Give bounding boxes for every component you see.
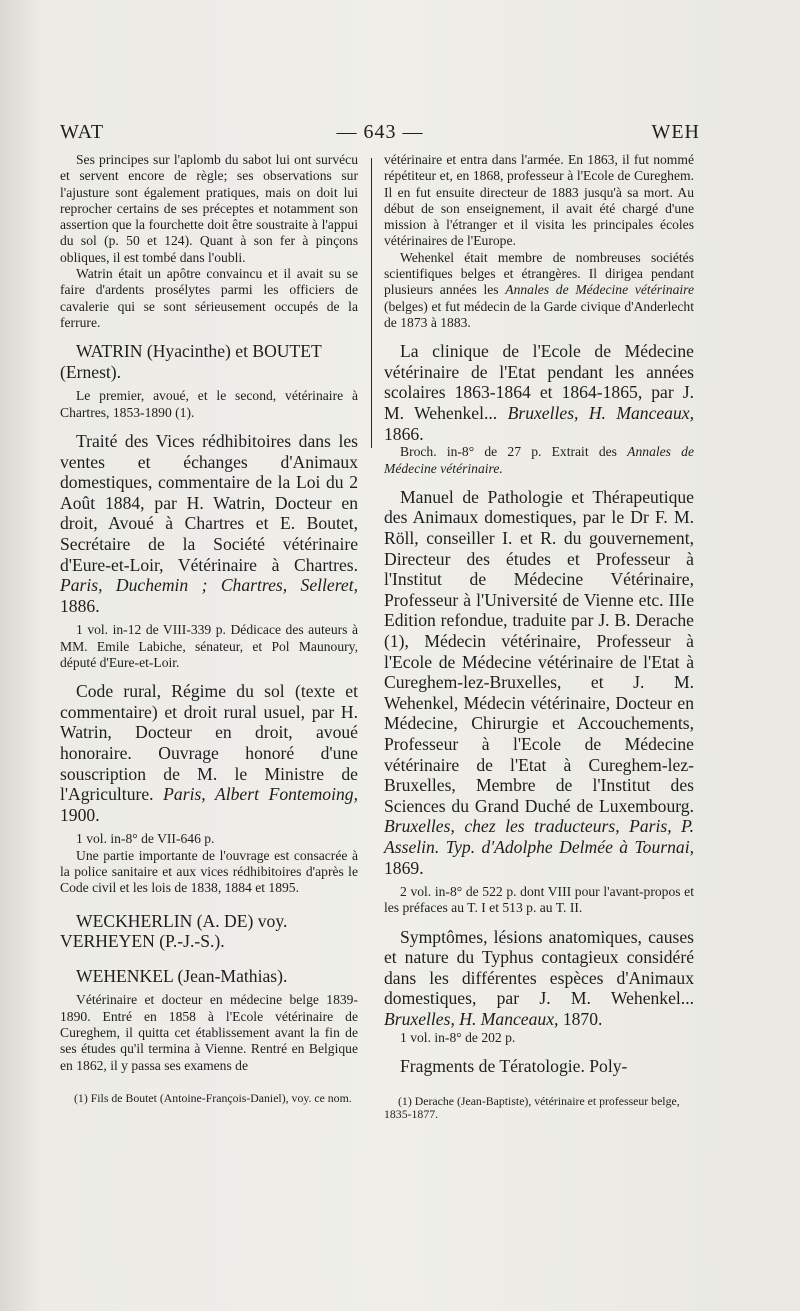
entry-year: 1870. — [562, 1009, 603, 1030]
paragraph: Watrin était un apôtre convaincu et il avait su se faire d'ardents prosélytes parmi les officiers de cavalerie qui se sont sérieusement occupés de la ferrure. — [60, 266, 358, 330]
entry-title: Code rural, Régime du sol (texte et commentaire) et droit rural usuel, par H. Watrin, Docteur en droit, avoué honoraire. Ouvrage honoré d'une souscription de M. le Ministre de l'Agriculture. — [60, 681, 358, 805]
entry-note: 1 vol. in-12 de VIII-339 p. Dédicace des auteurs à MM. Emile Labiche, sénateur, et Pol Maunoury, député d'Eure-et-Loir. — [60, 622, 358, 670]
journal-title: Annales de Médecine vétérinaire — [505, 282, 694, 298]
footnote: (1) Derache (Jean-Baptiste), vétérinaire et professeur belge, 1835-1877. — [384, 1093, 680, 1122]
entry-imprint: Bruxelles, chez les traducteurs, Paris, P. Asselin. Typ. d'Adolphe Delmée à Tournai, — [384, 816, 694, 857]
running-header — [60, 121, 700, 151]
bibliographic-entry — [384, 927, 694, 1030]
author-heading: WATRIN (Hyacinthe) et BOUTET (Ernest). — [60, 341, 322, 382]
bibliographic-entry — [60, 431, 358, 616]
author-bio: Vétérinaire et docteur en médecine belge 1839-1890. Entré en 1858 à l'Ecole vétérinaire de Cureghem, il quitta cet établissement avant la fin de ses études qu'il termina à Vienne. Rentré en Belgique en 1862, il y passa ses examens de — [60, 992, 358, 1073]
entry-note: Une partie importante de l'ouvrage est consacrée à la police sanitaire et aux vices rédhibitoires d'après le Code civil et les lois de 1838, 1884 et 1895. — [60, 847, 358, 896]
entry-year: 1866. — [384, 423, 424, 444]
left-column — [60, 152, 358, 1106]
right-column — [384, 152, 694, 1122]
journal-title: Annales de Médecine vétérinaire. — [384, 444, 695, 476]
author-heading: WEHENKEL (Jean-Mathias). — [76, 965, 288, 986]
note-text: Broch. in-8° de 27 p. Extrait des — [400, 444, 617, 460]
paragraph: Ses principes sur l'aplomb du sabot lui ont survécu et servent encore de règle; ses observations sur l'ajusture sont également pratiques, mais on doit lui reprocher certains de ses préceptes et notamment son assertion que la fourchette doit être soustraite à l'appui du sol (p. 50 et 124). Quant à son fer à pinçons obliques, il est tombé dans l'oubli. — [60, 152, 358, 265]
entry-title: Symptômes, lésions anatomiques, causes et nature du Typhus contagieux considéré dans les différentes espèces d'Animaux domestiques, par J. M. Wehenkel... — [384, 926, 694, 1009]
author-bio: Le premier, avoué, et le second, vétérinaire à Chartres, 1853-1890 (1). — [60, 388, 358, 420]
footnote: (1) Fils de Boutet (Antoine-François-Daniel), voy. ce nom. — [74, 1090, 352, 1105]
entry-note: 2 vol. in-8° de 522 p. dont VIII pour l'avant-propos et les préfaces au T. I et 513 p. au T. II. — [384, 884, 694, 916]
entry-note: 1 vol. in-8° de 202 p. — [400, 1029, 516, 1045]
cross-reference-heading: WECKHERLIN (A. DE) voy. VERHEYEN (P.-J.-S.). — [60, 910, 288, 952]
bio-text: (belges) et fut médecin de la Garde civique d'Anderlecht de 1873 à 1883. — [384, 298, 694, 330]
entry-imprint: Paris, Duchemin ; Chartres, Selleret, — [60, 575, 358, 596]
author-bio-continued: vétérinaire et entra dans l'armée. En 1863, il fut nommé répétiteur et, en 1868, professeur à l'Ecole de Cureghem. Il en fut ensuite directeur de 1883 jusqu'à sa mort. Au début de son enseignement, il avait été chargé d'une mission à l'étranger et il visita les principales écoles vétérinaires de l'Europe. — [384, 152, 694, 249]
page-number: — 643 — — [336, 121, 424, 143]
entry-title: Manuel de Pathologie et Thérapeutique des Animaux domestiques, par le Dr F. M. Röll, conseiller I. et R. du gouvernement, Directeur des études et Professeur à l'Institut de Médecine Vétérinaire, Professeur à l'Université de Vienne etc. IIIe Edition refondue, traduite par J. B. Derache (1), Médecin vétérinaire, Professeur à l'Ecole de Médecine vétérinaire de l'Etat à Cureghem-lez-Bruxelles, et J. M. Wehenkel, Médecin vétérinaire, Docteur en Médecine, Chirurgie et Accouchements, Professeur à l'Ecole de Médecine vétérinaire de l'Etat à Cureghem-lez-Bruxelles, Membre de l'Institut des Sciences du Grand Duché de Luxembourg. — [384, 486, 694, 816]
header-left: WAT — [60, 121, 105, 143]
entry-note: 1 vol. in-8° de VII-646 p. — [76, 831, 215, 847]
header-right: WEH — [651, 121, 700, 143]
paragraph — [384, 250, 694, 331]
entry-year: 1869. — [384, 857, 424, 878]
bibliographic-entry: Fragments de Tératologie. Poly- — [400, 1055, 628, 1076]
entry-year: 1900. — [60, 804, 100, 825]
bibliographic-entry — [384, 341, 694, 444]
entry-title: La clinique de l'Ecole de Médecine vétérinaire de l'Etat pendant les années scolaires 1863-1864 et 1864-1865, par J. M. Wehenkel... — [384, 341, 694, 424]
bibliographic-entry — [60, 681, 358, 825]
entry-title: Traité des Vices rédhibitoires dans les ventes et échanges d'Animaux domestiques, commentaire de la Loi du 2 Août 1884, par H. Watrin, Docteur en droit, Avoué à Chartres et E. Boutet, Secrétaire de la Société vétérinaire d'Eure-et-Loir, Vétérinaire à Chartres. — [60, 431, 358, 575]
entry-imprint: Bruxelles, H. Manceaux, — [384, 1009, 559, 1030]
bio-text: Wehenkel était membre de nombreuses sociétés scientifiques belges et étrangères. Il dirigea pendant plusieurs années les — [384, 249, 694, 298]
column-divider — [371, 158, 372, 448]
entry-imprint: Bruxelles, H. Manceaux, — [507, 403, 694, 424]
entry-imprint: Paris, Albert Fontemoing, — [163, 784, 358, 805]
entry-note — [384, 444, 694, 477]
bibliographic-entry — [384, 487, 694, 878]
entry-year: 1886. — [60, 595, 100, 616]
